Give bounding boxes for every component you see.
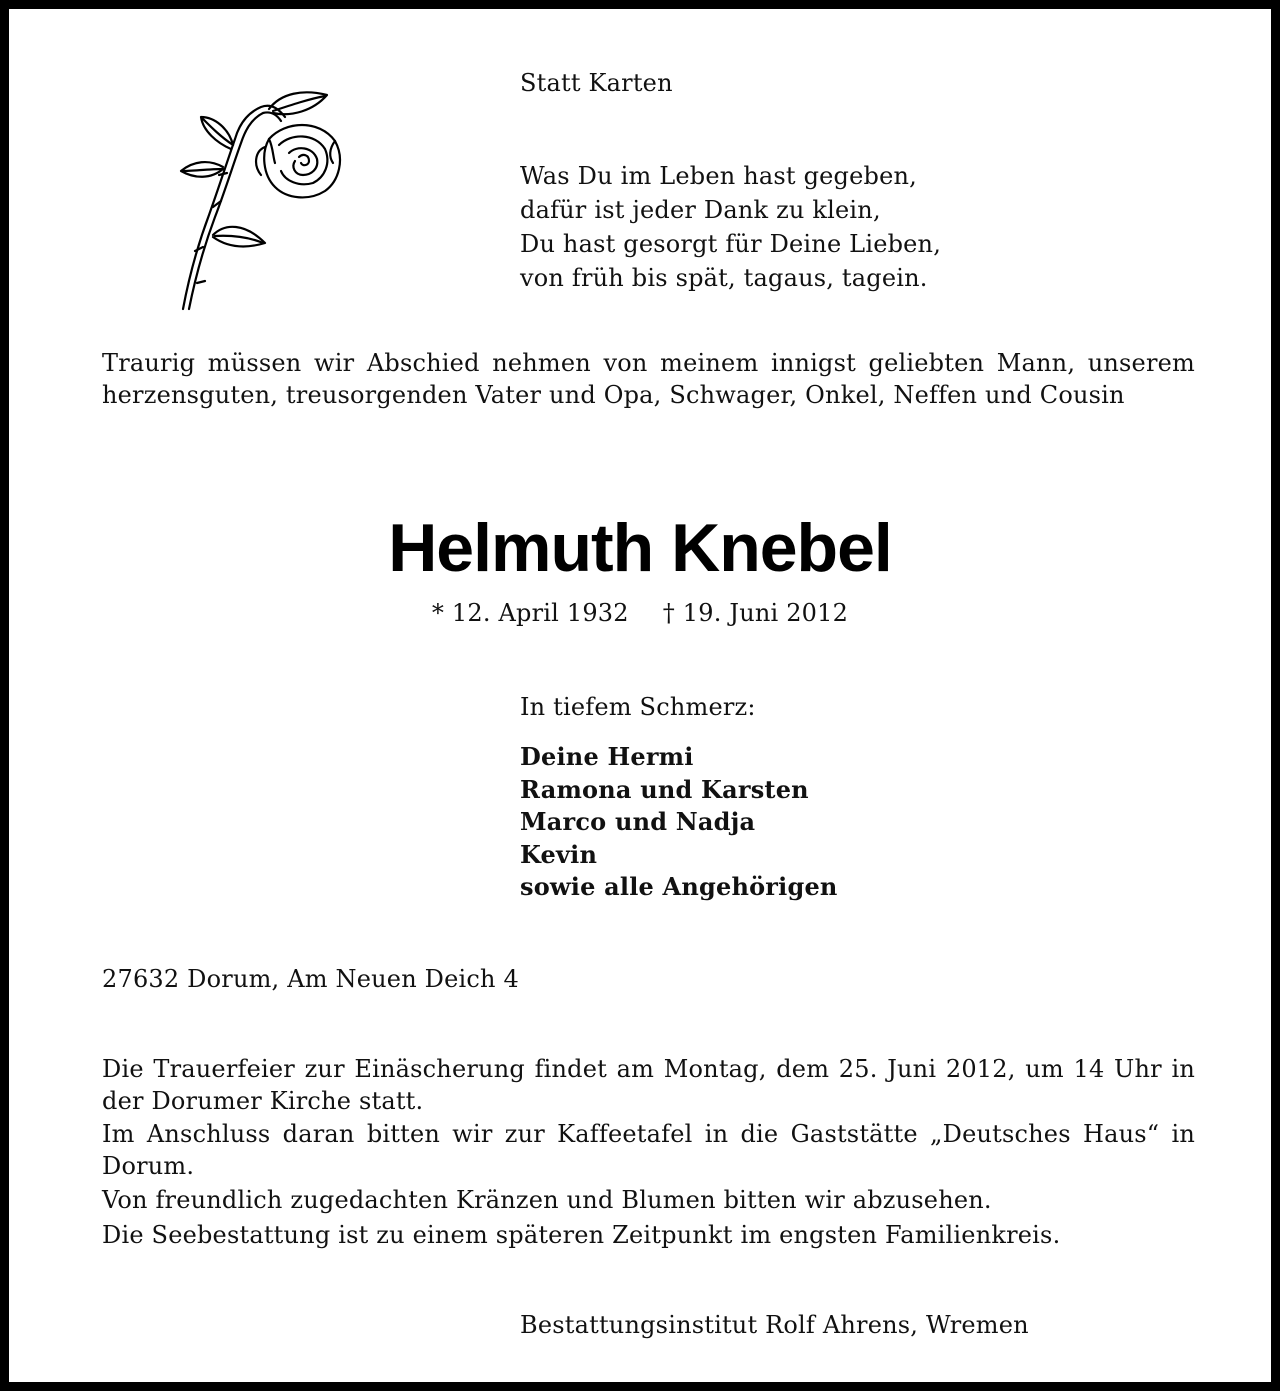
poem-line: Du hast gesorgt für Deine Lieben, <box>520 230 942 258</box>
intro-text: Traurig müssen wir Abschied nehmen von meinem innigst geliebten Mann, unserem herzensguten, treusorgenden Vater und Opa, Schwager, Onkel, Neffen und Cousin <box>102 349 1195 409</box>
ceremony-detail: Die Trauerfeier zur Einäscherung findet am Montag, dem 25. Juni 2012, um 14 Uhr in der Dorumer Kirche statt. <box>102 1055 1195 1115</box>
funeral-home: Bestattungsinstitut Rolf Ahrens, Wremen <box>520 1311 1029 1339</box>
poem-line: von früh bis spät, tagaus, tagein. <box>520 264 928 292</box>
flowers-detail: Von freundlich zugedachten Kränzen und Blumen bitten wir abzusehen. <box>102 1186 992 1214</box>
poem <box>520 159 941 295</box>
mourner-name: Marco und Nadja <box>520 807 756 836</box>
burial-detail: Die Seebestattung ist zu einem späteren Zeitpunkt im engsten Familienkreis. <box>102 1221 1061 1249</box>
rose-icon <box>169 87 349 317</box>
life-dates <box>9 599 1271 627</box>
birth-date: * 12. April 1932 <box>431 599 629 627</box>
mourners-list <box>520 741 838 904</box>
death-date: † 19. Juni 2012 <box>662 599 849 627</box>
reception-detail: Im Anschluss daran bitten wir zur Kaffeetafel in die Gaststätte „Deutsches Haus“ in Dorum. <box>102 1120 1195 1180</box>
family-address: 27632 Dorum, Am Neuen Deich 4 <box>102 965 519 993</box>
poem-line: dafür ist jeder Dank zu klein, <box>520 196 881 224</box>
mourner-name: Deine Hermi <box>520 742 694 771</box>
statt-karten-label: Statt Karten <box>520 69 673 97</box>
deceased-name: Helmuth Knebel <box>388 510 892 586</box>
poem-line: Was Du im Leben hast gegeben, <box>520 162 917 190</box>
mourner-name: Ramona und Karsten <box>520 774 809 804</box>
mourner-name: Kevin <box>520 839 598 869</box>
mourning-heading: In tiefem Schmerz: <box>520 693 756 721</box>
mourner-name: sowie alle Angehörigen <box>520 872 838 901</box>
